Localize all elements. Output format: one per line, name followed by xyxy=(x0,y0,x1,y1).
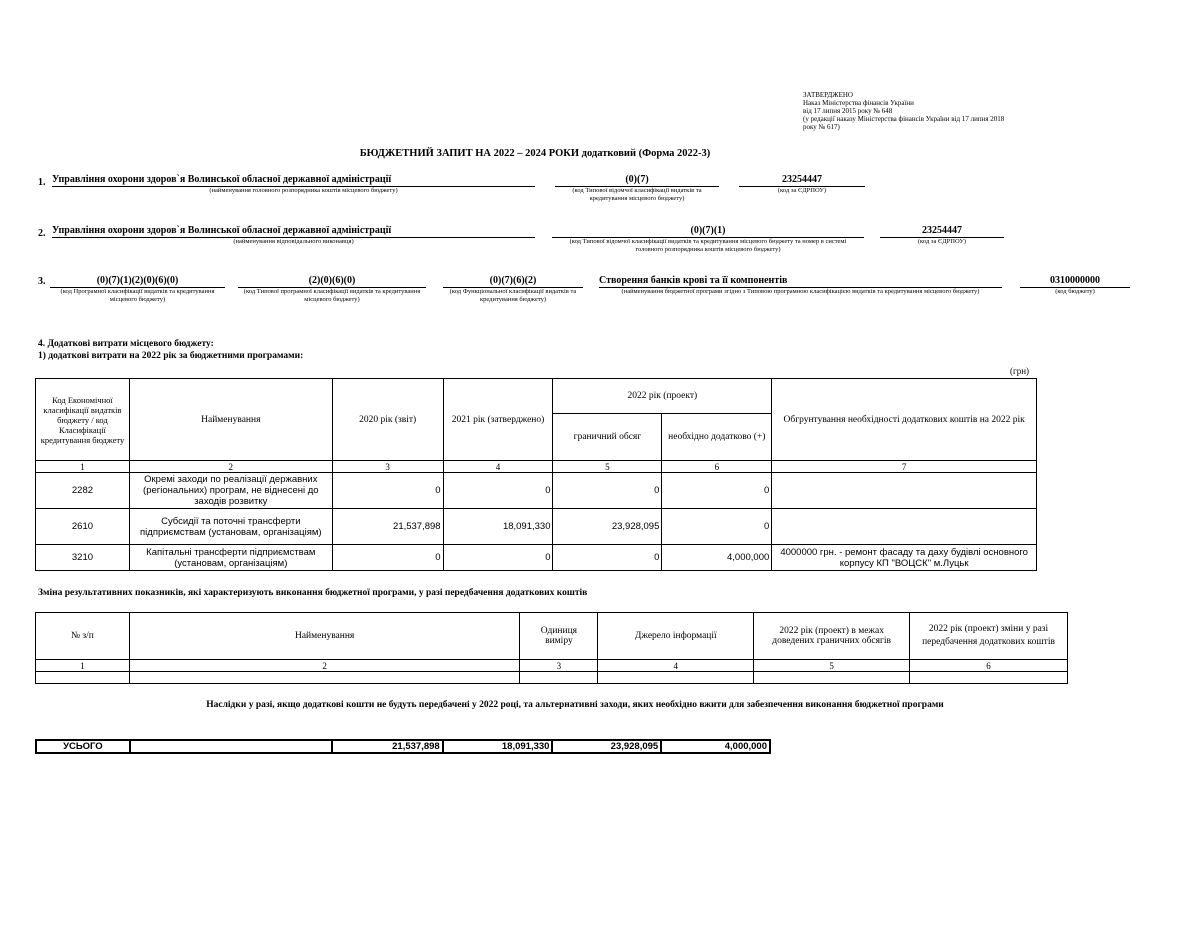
totals-row xyxy=(36,740,770,753)
indicators-table xyxy=(35,612,1068,684)
row-2021: 0 xyxy=(443,545,553,571)
document-title: БЮДЖЕТНИЙ ЗАПИТ НА 2022 – 2024 РОКИ додатковий (Форма 2022-3) xyxy=(359,148,711,159)
ind-header-limits: 2022 рік (проект) в межах доведених граничних обсягів xyxy=(754,613,910,660)
ind-header-unit: Одиниця виміру xyxy=(520,613,598,660)
row-name: Капітальні трансферти підприємствам (установам, організаціям) xyxy=(129,545,332,571)
approval-line-3: (у редакції наказу Міністерства фінансів України від 17 липня 2018 xyxy=(803,115,1005,123)
ind-column-numbers-row xyxy=(36,660,1068,672)
section-1-code-field xyxy=(555,174,719,203)
header-extra: необхідно додатково (+) xyxy=(662,414,772,461)
section-1-edrpou: 23254447 xyxy=(739,174,865,187)
col-num: 4 xyxy=(598,660,754,672)
row-code: 3210 xyxy=(36,545,130,571)
approval-block xyxy=(803,91,1043,131)
row-code: 2282 xyxy=(36,473,130,509)
col-num: 2 xyxy=(129,660,520,672)
section-3-budget-code: 0310000000 xyxy=(1020,275,1130,288)
col-num: 4 xyxy=(443,461,553,473)
section-1-name-caption: (найменування головного розпорядника коштів місцевого бюджету) xyxy=(209,187,398,194)
header-2020: 2020 рік (звіт) xyxy=(332,379,443,461)
section-2-edrpou: 23254447 xyxy=(880,225,1004,238)
section-1-number: 1. xyxy=(38,177,46,188)
section-3-program-name: Створення банків крові та її компонентів xyxy=(599,275,1002,288)
section-2-code-field xyxy=(552,225,864,254)
row-2020: 0 xyxy=(332,473,443,509)
section-3-code2-caption: (код Типової програмної класифікації видатків та кредитування місцевого бюджету) xyxy=(243,288,421,303)
ind-empty-row xyxy=(36,672,1068,684)
ind-cell xyxy=(36,672,130,684)
indicators-title: Зміна результативних показників, які характеризують виконання бюджетної програми, у разі передбачення додаткових коштів xyxy=(38,588,588,598)
row-name: Окремі заходи по реалізації державних (регіональних) програм, не віднесені до заходів розвитку xyxy=(129,473,332,509)
row-extra: 0 xyxy=(662,509,772,545)
totals-extra: 4,000,000 xyxy=(661,740,770,753)
col-num: 5 xyxy=(754,660,910,672)
totals-empty xyxy=(130,740,332,753)
row-limit: 0 xyxy=(553,473,662,509)
section-1-code-caption: (код Типової відомчої класифікації видатків та кредитування місцевого бюджету) xyxy=(572,187,702,202)
section-3-code1: (0)(7)(1)(2)(0)(6)(0) xyxy=(50,275,225,288)
row-note xyxy=(772,509,1037,545)
section-2-name-caption: (найменування відповідального виконавця) xyxy=(233,238,354,245)
row-note xyxy=(772,473,1037,509)
ind-header-source: Джерело інформації xyxy=(598,613,754,660)
header-code: Код Економічної класифікації видатків бюджету / код Класифікації кредитування бюджету xyxy=(36,379,130,461)
table-row xyxy=(36,509,1037,545)
ind-header-name: Найменування xyxy=(129,613,520,660)
currency-unit: (грн) xyxy=(1010,366,1030,376)
col-num: 1 xyxy=(36,461,130,473)
totals-label: УСЬОГО xyxy=(36,740,130,753)
section-1-edrpou-field xyxy=(739,174,865,195)
row-name: Субсидії та поточні трансферти підприємствам (установам, організаціям) xyxy=(129,509,332,545)
row-limit: 23,928,095 xyxy=(553,509,662,545)
row-2020: 21,537,898 xyxy=(332,509,443,545)
section-1-edrpou-caption: (код за ЄДРПОУ) xyxy=(777,187,827,194)
col-num: 7 xyxy=(772,461,1037,473)
ind-cell xyxy=(598,672,754,684)
row-code: 2610 xyxy=(36,509,130,545)
section-3-program-caption: (найменування бюджетної програми згідно з Типовою програмною класифікацією видатків та кредитування місцевого бюджету) xyxy=(621,288,980,295)
section-2-code: (0)(7)(1) xyxy=(552,225,864,238)
consequences-text: Наслідки у разі, якщо додаткові кошти не будуть передбачені у 2022 році, та альтернативні заходи, яких необхідно вжити для забезпечення виконання бюджетної програми xyxy=(206,700,944,710)
section-3-program-field xyxy=(599,275,1002,296)
section-3-code3-field xyxy=(443,275,583,304)
section-2-code-caption: (код Типової відомчої класифікації видатків та кредитування місцевого бюджету та номер в системі головного розпорядника коштів місцевого бюджету) xyxy=(569,238,847,253)
row-extra: 0 xyxy=(662,473,772,509)
table-row xyxy=(36,473,1037,509)
header-2022: 2022 рік (проект) xyxy=(553,379,772,414)
row-limit: 0 xyxy=(553,545,662,571)
expenditures-table xyxy=(35,378,1037,571)
section-3-code2: (2)(0)(6)(0) xyxy=(238,275,426,288)
totals-2020: 21,537,898 xyxy=(332,740,443,753)
header-limit: граничний обсяг xyxy=(553,414,662,461)
section-4-subtitle: 1) додаткові витрати на 2022 рік за бюджетними програмами: xyxy=(38,351,304,361)
col-num: 1 xyxy=(36,660,130,672)
col-num: 3 xyxy=(332,461,443,473)
header-2021: 2021 рік (затверджено) xyxy=(443,379,553,461)
row-extra: 4,000,000 xyxy=(662,545,772,571)
row-note: 4000000 грн. - ремонт фасаду та даху будівлі основного корпусу КП "ВОЦСК" м.Луцьк xyxy=(772,545,1037,571)
section-3-code2-field xyxy=(238,275,426,304)
column-numbers-row xyxy=(36,461,1037,473)
section-2-name: Управління охорони здоров`я Волинської обласної державної адміністрації xyxy=(52,225,535,238)
col-num: 5 xyxy=(553,461,662,473)
section-4-title: 4. Додаткові витрати місцевого бюджету: xyxy=(38,339,214,349)
section-3-code3: (0)(7)(6)(2) xyxy=(443,275,583,288)
section-2-edrpou-field xyxy=(880,225,1004,246)
row-2021: 18,091,330 xyxy=(443,509,553,545)
section-2-edrpou-caption: (код за ЄДРПОУ) xyxy=(917,238,967,245)
row-2020: 0 xyxy=(332,545,443,571)
section-1-name-field xyxy=(52,174,535,195)
header-justification: Обгрунтування необхідності додаткових коштів на 2022 рік xyxy=(772,379,1037,461)
section-3-budget-field xyxy=(1020,275,1130,296)
totals-limit: 23,928,095 xyxy=(552,740,661,753)
totals-table xyxy=(35,739,771,754)
approval-line-4: року № 617) xyxy=(803,123,840,131)
section-1-name: Управління охорони здоров`я Волинської обласної державної адміністрації xyxy=(52,174,535,187)
col-num: 6 xyxy=(662,461,772,473)
section-2-name-field xyxy=(52,225,535,246)
ind-cell xyxy=(129,672,520,684)
col-num: 3 xyxy=(520,660,598,672)
section-3-code3-caption: (код Функціональної класифікації видатків та кредитування бюджету) xyxy=(449,288,577,303)
row-2021: 0 xyxy=(443,473,553,509)
section-3-code1-field xyxy=(50,275,225,304)
approval-line-1: Наказ Міністерства фінансів України xyxy=(803,99,914,107)
ind-cell xyxy=(520,672,598,684)
ind-cell xyxy=(910,672,1068,684)
ind-header-changes: 2022 рік (проект) зміни у разі передбачення додаткових коштів xyxy=(910,613,1068,660)
section-3-budget-caption: (код бюджету) xyxy=(1055,288,1095,295)
section-3-number: 3. xyxy=(38,276,46,287)
section-2-number: 2. xyxy=(38,228,46,239)
section-3-code1-caption: (код Програмної класифікації видатків та кредитування місцевого бюджету) xyxy=(60,288,215,303)
ind-cell xyxy=(754,672,910,684)
ind-header-num: № з/п xyxy=(36,613,130,660)
table-row xyxy=(36,545,1037,571)
header-name: Найменування xyxy=(129,379,332,461)
totals-2021: 18,091,330 xyxy=(443,740,553,753)
col-num: 6 xyxy=(910,660,1068,672)
section-1-code: (0)(7) xyxy=(555,174,719,187)
col-num: 2 xyxy=(129,461,332,473)
approval-line-2: від 17 липня 2015 року № 648 xyxy=(803,107,893,115)
approval-title: ЗАТВЕРДЖЕНО xyxy=(803,91,853,99)
